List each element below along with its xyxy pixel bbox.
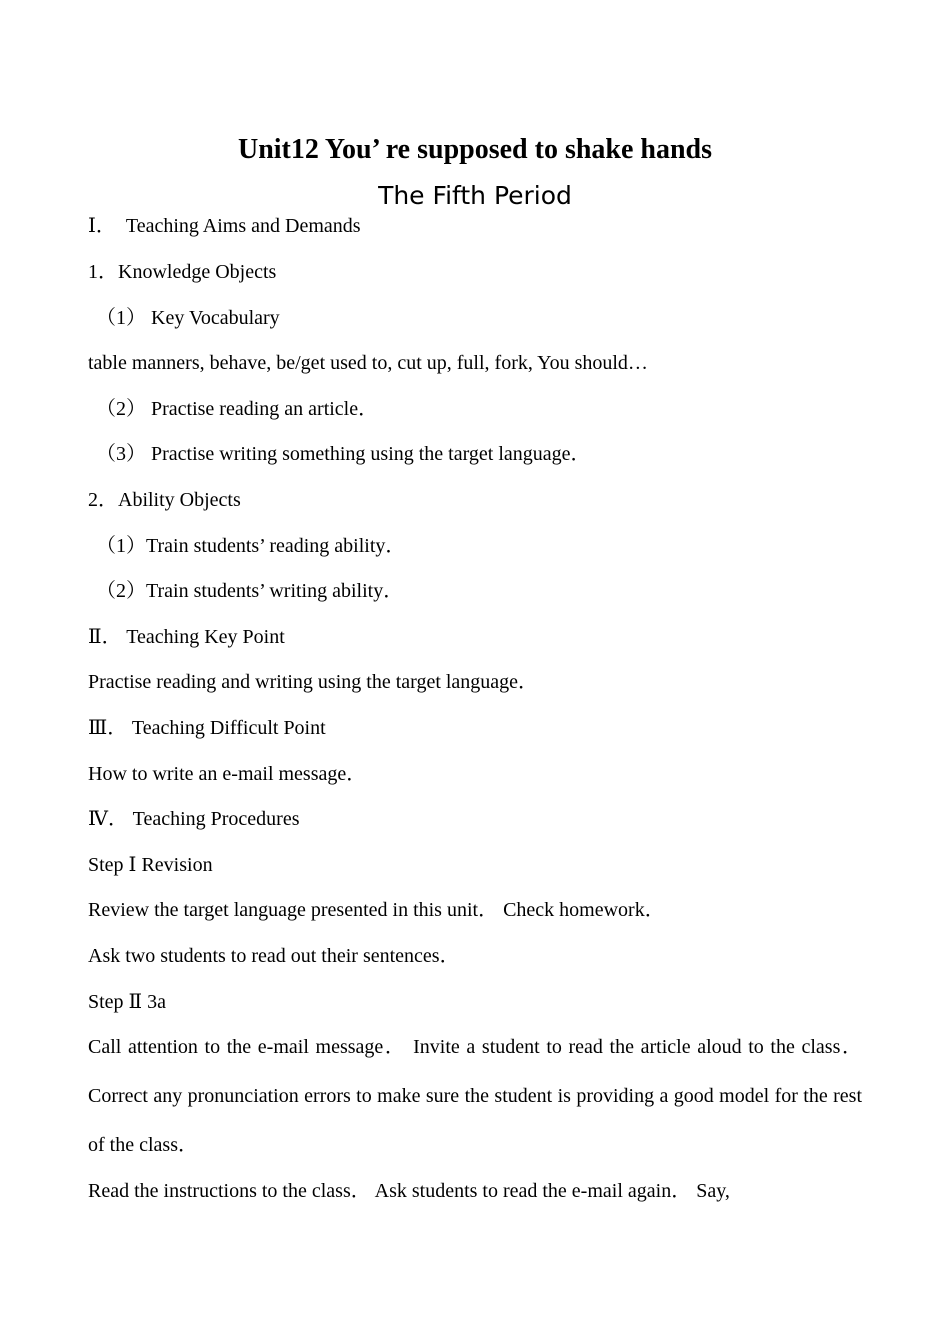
document-subtitle: The Fifth Period bbox=[378, 181, 572, 210]
difficult-point-text: How to write an e-mail message． bbox=[88, 763, 367, 785]
item-writing-ability: （2）Train students’ writing ability． bbox=[96, 580, 404, 602]
step-2-heading: Step Ⅱ 3a bbox=[88, 991, 167, 1013]
key-point-text: Practise reading and writing using the target language． bbox=[88, 671, 539, 693]
item-practise-reading: （2） Practise reading an article． bbox=[96, 398, 379, 420]
section-heading-key-point: Ⅱ． Teaching Key Point bbox=[88, 626, 285, 648]
vocabulary-list: table manners, behave, be/get used to, cut up, full, fork, You should… bbox=[88, 352, 648, 374]
step-1-heading: Step Ⅰ Revision bbox=[88, 854, 213, 876]
section-heading-aims: Ⅰ． Teaching Aims and Demands bbox=[88, 215, 361, 237]
item-practise-writing: （3） Practise writing something using the target language． bbox=[96, 443, 591, 465]
subheading-ability-objects: 2．Ability Objects bbox=[88, 489, 241, 511]
step-1-text-review: Review the target language presented in this unit． Check homework． bbox=[88, 899, 665, 921]
item-key-vocabulary: （1） Key Vocabulary bbox=[96, 307, 280, 329]
item-reading-ability: （1）Train students’ reading ability． bbox=[96, 535, 406, 557]
section-heading-procedures: Ⅳ． Teaching Procedures bbox=[88, 808, 300, 830]
subheading-knowledge-objects: 1．Knowledge Objects bbox=[88, 261, 277, 283]
step-2-paragraph: Call attention to the e-mail message． Invite a student to read the article aloud to the class． Correct any pronunciation errors to make sure the student is providing a good model for the rest of the class． bbox=[88, 1036, 862, 1156]
section-heading-difficult-point: Ⅲ． Teaching Difficult Point bbox=[88, 717, 326, 739]
step-2-instructions: Read the instructions to the class． Ask students to read the e-mail again． Say, bbox=[88, 1180, 730, 1202]
document-title: Unit12 You’ re supposed to shake hands bbox=[237, 134, 713, 165]
step-1-text-ask: Ask two students to read out their sentences． bbox=[88, 945, 460, 967]
